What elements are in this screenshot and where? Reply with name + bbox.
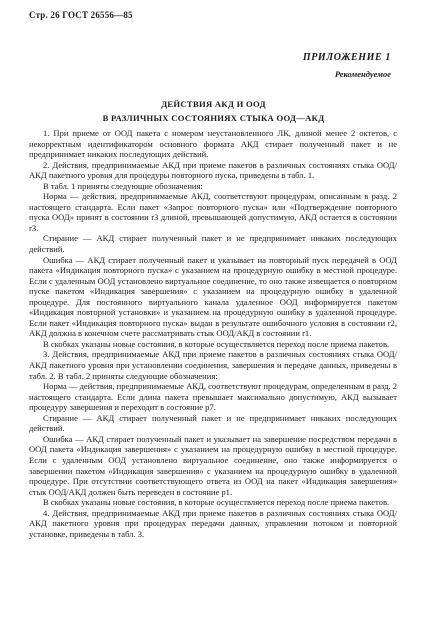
paragraph: В скобках указаны новые состояния, в которые осуществляется переход после приема пакетов. — [43, 497, 390, 508]
appendix-label: ПРИЛОЖЕНИЕ 1 — [302, 52, 391, 63]
paragraph: Стирание — АКД стирает полученный пакет и не предпринимает никаких последующих действий. — [29, 233, 397, 255]
paragraph: 1. При приеме от ООД пакета с номером неустановленного ЛК, длиной менее 2 октетов, с некорректным идентификатором основного формата АКД стирает полученный пакет и не предпринимает никаких последующих действий. — [29, 128, 397, 160]
paragraph: В скобках указаны новые состояния, в которые осуществляется переход после приема пакетов. — [43, 338, 390, 349]
appendix-block — [303, 52, 391, 79]
paragraph: 3. Действия, предпринимаемые АКД при приеме пакетов в различных состояниях стыка ООД/АКД пакетного уровня при установлении соединения, завершения и передаче данных, приведены в табл. 2. В табл. 2 приняты следующие обозначения: — [29, 349, 397, 381]
section-title — [0, 97, 427, 125]
paragraph: 2. Действия, предпринимаемые АКД при приеме пакетов в различных состояниях стыка ООД/АКД пакетного уровня для процедуры повторного пуска, приведены в табл. 1. — [29, 159, 397, 181]
body-text — [29, 128, 397, 539]
paragraph: Ошибка — АКД стирает полученный пакет и указывает на завершение посредством передачи в ООД пакета «Индикация завершения» с указанием на процедурную ошибку в местной процедуре. Если с удаленным ООД установлено виртуальное соединение, оно также информируется о завершении пакетом «Индикация завершения» с указанием на процедурную ошибку в удаленной процедуре. При отсутствии соответствующего ответа из ООД на пакет «Индикация завершения» стык ООД/АКД должен быть переведен в состояние p1. — [29, 433, 397, 497]
page-header: Стр. 26 ГОСТ 26556—85 — [29, 10, 133, 20]
paragraph: Норма — действия, предпринимаемые АКД, соответствуют процедурам, описанным в разд. 2 настоящего стандарта. Если пакет «Запрос повторного пуска» или «Подтверждение повторного пуска ООД» принят в состоянии r3 длиной, превышающей допустимую, АКД остается в состоянии r3. — [29, 191, 397, 233]
paragraph: 4. Действия, предпринимаемые АКД при приеме пакетов в различных состояниях стыка ООД/АКД пакетного уровня при процедурах передачи данных, управлении потоком и повторной установке, приведены в табл. 3. — [29, 507, 397, 539]
paragraph: В табл. 1 приняты следующие обозначения: — [43, 180, 203, 191]
title-line-2: В РАЗЛИЧНЫХ СОСТОЯНИЯХ СТЫКА ООД—АКД — [102, 113, 325, 123]
appendix-note: Рекомендуемое — [334, 69, 391, 79]
paragraph: Норма — действия, предпринимаемые АКД, соответствуют процедурам, определенным в разд. 2 настоящего стандарта. Если длина пакета превышает максимально допустимую, АКД вызывает процедуру завершения и переходит в состояние p7. — [29, 381, 397, 413]
title-line-1: ДЕЙСТВИЯ АКД И ООД — [161, 99, 266, 109]
paragraph: Ошибка — АКД стирает полученный пакет и указывает на повторный пуск передачей в ООД пакета «Индикация повторного пуска» с указанием на процедурную ошибку в местной процедуре. Если с удаленным ООД установлено виртуальное соединение, то оно также извещается о повторном пуске пакетом «Индикация завершения» с указанием на процедурную ошибку в удаленной процедуре. Для постоянного виртуального канала удаленное ООД информируется пакетом «Индикация повторной установки» и указанием на процедурную ошибку в удаленной процедуре. Если пакет «Индикация повторного пуска» выдан в результате ошибочного условия в состоянии r2, АКД должна в конечном счете рассматривать стык ООД/АКД в состоянии r1. — [29, 254, 397, 339]
paragraph: Стирание — АКД стирает полученный пакет и не предпринимает никаких последующих действий. — [29, 412, 397, 434]
